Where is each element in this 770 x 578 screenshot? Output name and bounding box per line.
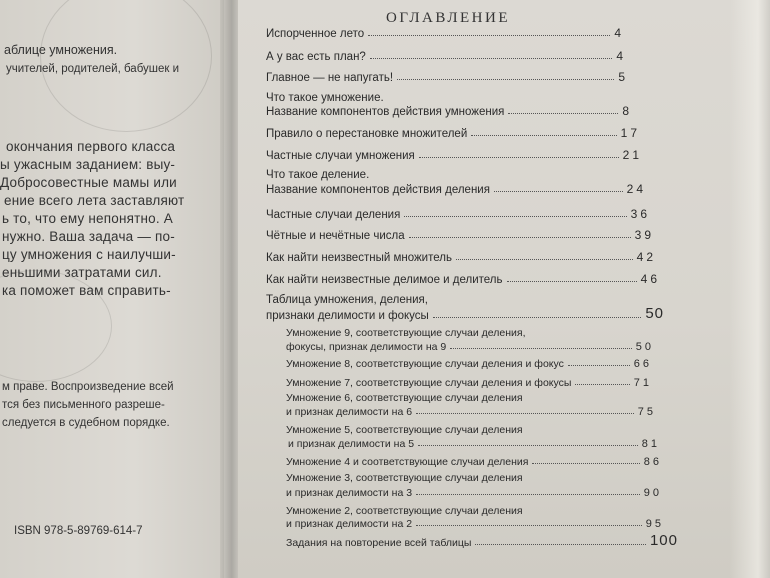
toc-entry-page: 5 [618, 70, 628, 84]
toc-entry [266, 68, 628, 84]
left-text-line: ка поможет вам справить- [2, 283, 171, 298]
left-page [0, 0, 224, 578]
toc-entry-page: 24 [626, 182, 646, 196]
toc-entry-page: 4 [616, 49, 626, 63]
toc-entry [286, 514, 664, 530]
toc-entry-page: 39 [634, 228, 654, 242]
toc-entry-page: 50 [645, 305, 664, 322]
left-text-line: ение всего лета заставляют [4, 193, 185, 208]
toc-entry-text: Что такое деление. [266, 169, 370, 181]
toc-entry-page: 36 [630, 207, 650, 221]
left-text-line: тся без письменного разреше- [2, 399, 165, 411]
toc-entry-text: Умножение 9, соответствующие случаи деления, [286, 327, 526, 339]
toc-entry-text: Умножение 8, соответствующие случаи деления и фокус [286, 358, 564, 370]
toc-entry-text: Задания на повторение всей таблицы [286, 537, 472, 549]
toc-entry-text: Испорченное лето [266, 28, 365, 40]
toc-entry-page: 17 [620, 126, 640, 140]
toc-entry-page: 8 [622, 104, 632, 118]
toc-entry [266, 146, 642, 162]
toc-entry-text: признаки делимости и фокусы [266, 310, 429, 322]
toc-entry [266, 124, 640, 140]
toc-entry [286, 337, 654, 353]
toc-entry [266, 270, 660, 286]
toc-entry-text: Умножение 5, соответствующие случаи деления [286, 424, 523, 436]
toc-entry-page: 75 [637, 406, 656, 418]
toc-entry [266, 248, 656, 264]
toc-entry-page: 81 [641, 438, 660, 450]
left-text-line: окончания первого класса [6, 139, 176, 154]
toc-entry-text: и признак делимости на 2 [286, 518, 413, 530]
toc-entry-page: 21 [622, 148, 642, 162]
toc-entry-text: Умножение 2, соответствующие случаи деления [286, 505, 523, 517]
toc-entry [266, 306, 664, 322]
toc-entry-text: Как найти неизвестный множитель [266, 252, 452, 264]
left-text-line: аблице умножения. [4, 43, 118, 57]
toc-entry-page: 95 [645, 518, 664, 530]
toc-entry-text: Умножение 7, соответствующие случаи деления и фокусы [286, 377, 572, 389]
toc-entry [286, 354, 652, 370]
toc-entry-text: и признак делимости на 3 [286, 487, 413, 499]
toc-entry-text: Умножение 3, соответствующие случаи деления [286, 472, 523, 484]
toc-entry-text: Что такое умножение. [266, 92, 384, 104]
toc-entry-text: Умножение 6, соответствующие случаи деления [286, 392, 523, 404]
toc-entry-text: и признак делимости на 5 [288, 438, 415, 450]
toc-entry-text: Как найти неизвестные делимое и делитель [266, 274, 503, 286]
toc-entry-page: 90 [643, 487, 662, 499]
toc-entry [286, 452, 662, 468]
toc-entry [286, 402, 656, 418]
toc-entry-text: Частные случаи умножения [266, 150, 415, 162]
page-edge [730, 0, 770, 578]
toc-entry-page: 42 [636, 250, 656, 264]
left-text-line: следуется в судебном порядке. [2, 417, 170, 429]
toc-entry-text: Главное — не напугать! [266, 72, 394, 84]
toc-entry-text: Умножение 4 и соответствующие случаи деления [286, 456, 529, 468]
toc-entry-text: Частные случаи деления [266, 209, 401, 221]
toc-entry-page: 50 [635, 341, 654, 353]
left-text-line: Добросовестные мамы или [0, 175, 177, 190]
toc-entry-text: и признак делимости на 6 [286, 406, 413, 418]
isbn: ISBN 978-5-89769-614-7 [14, 525, 143, 537]
toc-entry-text: Чётные и нечётные числа [266, 230, 405, 242]
toc-entry [286, 483, 662, 499]
toc-entry [286, 533, 678, 549]
right-page [238, 0, 770, 578]
toc-entry-text: Название компонентов действия умножения [266, 106, 505, 118]
toc-entry-page: 71 [633, 377, 652, 389]
toc-entry-text: А у вас есть план? [266, 51, 366, 63]
toc-entry-page: 86 [643, 456, 662, 468]
toc-entry [266, 180, 646, 196]
toc-entry [266, 226, 654, 242]
left-text-line: учителей, родителей, бабушек и [6, 63, 180, 75]
toc-entry-text: Правило о перестановке множителей [266, 128, 468, 140]
toc-entry-page: 4 [614, 26, 624, 40]
toc-entry [286, 373, 652, 389]
toc-entry [288, 434, 660, 450]
toc-title: ОГЛАВЛЕНИЕ [386, 10, 510, 26]
toc-entry [266, 205, 650, 221]
left-text-line: ы ужасным заданием: выу- [0, 157, 176, 172]
toc-entry-text: Таблица умножения, деления, [266, 294, 428, 306]
left-text-line: м праве. Воспроизведение всей [2, 381, 174, 393]
toc-entry [266, 47, 626, 63]
toc-entry-page: 100 [649, 532, 678, 549]
left-text-line: цу умножения с наилучши- [2, 247, 176, 262]
left-text-line: нужно. Ваша задача — по- [2, 229, 175, 244]
toc-entry-page: 66 [633, 358, 652, 370]
toc-entry [266, 102, 632, 118]
left-text-line: еньшими затратами сил. [2, 265, 162, 280]
toc-entry-text: фокусы, признак делимости на 9 [286, 341, 447, 353]
toc-entry-page: 46 [640, 272, 660, 286]
toc-entry [266, 24, 624, 40]
toc-entry-text: Название компонентов действия деления [266, 184, 490, 196]
left-text-line: ь то, что ему непонятно. А [2, 211, 173, 226]
